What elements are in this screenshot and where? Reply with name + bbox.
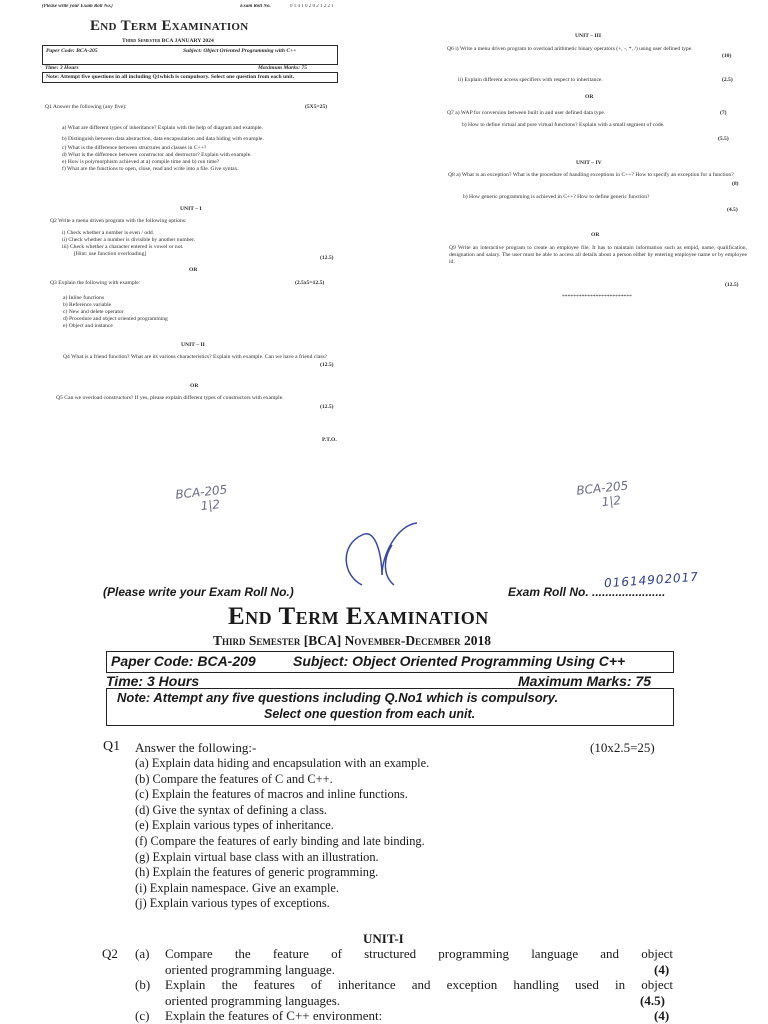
top-q8a: Q8 a) What is an exception? What is the procedure of handling exceptions in C++? How to specify an exception for a function? (448, 172, 734, 178)
q2a-line-2: oriented programming language. (165, 962, 336, 977)
top-q6a: Q6 i) Write a menu driven program to overload arithmetic binary operators (+, -, *, /) using user defined type. (447, 46, 693, 52)
unit-1-heading: UNIT-I (363, 931, 404, 946)
list-item: i) Check whether a number is even / odd. (62, 230, 155, 236)
top-unit3: UNIT – III (575, 33, 602, 39)
top-or-3: OR (585, 94, 594, 100)
exam-semester: Third Semester [BCA] November-December 2018 (213, 633, 492, 648)
roll-instruction: (Please write your Exam Roll No.) (103, 585, 294, 599)
list-item: e) Object and instance (63, 322, 113, 329)
top-q1-label: Q1 Answer the following (any five): (45, 104, 127, 110)
top-semester: Third Semester BCA JANUARY 2024 (122, 38, 214, 44)
top-note: Note: Attempt five questions in all including Q1which is compulsory. Select one question from each unit. (42, 72, 338, 83)
top-q6b-marks: (2.5) (722, 77, 733, 83)
q2c-marks: (4) (654, 1008, 670, 1023)
top-max-marks: Maximum Marks: 75 (258, 65, 308, 71)
list-item: a) What are different types of inheritance? Explain with the help of diagram and example. (62, 125, 263, 131)
exam-time: Time: 3 Hours (106, 673, 200, 689)
q2b-marks: (4.5) (640, 993, 665, 1008)
top-q4-marks: (12.5) (320, 362, 334, 368)
top-roll-hand: 0 1 4 1 0 2 0 2 1 2 2 1 (290, 4, 334, 9)
top-q7b: b) How to define virtual and pure virtual functions? Explain with a small segment of code. (462, 122, 665, 128)
list-item: iii) Check whether a character entered is vowel or not. (62, 243, 184, 250)
top-q6a-marks: (10) (722, 53, 732, 59)
top-q4: Q4 What is a friend function? What are its various characteristics? Explain with example. Can we have a friend class? (63, 354, 328, 360)
paper-info-box (106, 651, 674, 673)
q2-label: Q2 (102, 946, 118, 961)
list-item: (h) Explain the features of generic programming. (135, 865, 379, 880)
top-paper-code: Paper Code: BCA-205 (46, 48, 98, 54)
list-item: (b) Compare the features of C and C++. (135, 771, 333, 786)
q2b-line-1: Explain the features of inheritance and exception handling used in object (165, 977, 673, 992)
q1-text: Answer the following:- (135, 740, 257, 755)
q2b-line-2: oriented programming languages. (165, 993, 341, 1008)
list-item: f) What are the functions to open, close, read and write into a file. Give syntax. (62, 165, 239, 172)
top-q7b-marks: (5.5) (718, 136, 729, 142)
handwritten-text: BCA-205 (174, 482, 228, 502)
top-hand-note-left (175, 482, 230, 515)
list-item: e) How is polymorphism achieved at a) compile time and b) run time? (62, 158, 220, 165)
paper-subject: Subject: Object Oriented Programming Using C++ (293, 653, 626, 669)
top-q7a: Q7 a) WAP for conversion between built in and user defined data type. (447, 110, 606, 116)
exam-title: End Term Examination (228, 603, 489, 630)
list-item: [Hint: use function overloading] (74, 250, 147, 257)
top-q8b: b) How generic programming is achieved in C++? How to define generic function? (463, 194, 650, 200)
q1-parts-list (135, 756, 655, 912)
q2c-line-1: Explain the features of C++ environment: (165, 1008, 383, 1023)
note-box (106, 688, 674, 726)
top-title: End Term Examination (90, 18, 249, 34)
q2a-marks: (4) (654, 962, 670, 977)
note-line-2: Select one question from each unit. (264, 707, 476, 721)
top-q8a-marks: (8) (732, 181, 739, 187)
top-q1-marks: (5X5=25) (305, 104, 328, 110)
top-q3-list (63, 295, 263, 330)
top-q9: Q9 Write an interactive program to create an employee file. It has to maintain information such as empid, name, qualification, designation and salary. The user must be able to access all details about a person either by entering employee name or by employee id. (449, 245, 747, 265)
top-roll-header-right: Exam Roll No. (240, 4, 271, 9)
list-item: (e) Explain various types of inheritance. (135, 818, 334, 833)
q2a-label: (a) (135, 946, 150, 961)
handwritten-text: 1|2 (200, 497, 221, 514)
handwritten-text: 1|2 (601, 493, 622, 510)
list-item: c) What is the difference between structures and classes in C++? (62, 144, 207, 151)
top-pto: P.T.O. (322, 437, 337, 443)
roll-number-handwritten: 01614902017 (603, 569, 700, 591)
q2b-label: (b) (135, 977, 151, 992)
list-item: (d) Give the syntax of defining a class. (135, 802, 328, 817)
q1-label: Q1 (103, 739, 121, 754)
list-item: d) What is the difference between constructor and destructor? Explain with example. (62, 151, 252, 158)
top-paper-box (42, 45, 338, 65)
top-or-4: OR (591, 232, 600, 238)
list-item: d) Procedure and object oriented programming (63, 315, 168, 322)
list-item: (a) Explain data hiding and encapsulation with an example. (135, 756, 430, 770)
top-q3: Q3 Explain the following with example: (50, 280, 141, 286)
top-unit1: UNIT – I (180, 206, 202, 212)
top-q9-marks: (12.5) (725, 282, 739, 288)
top-q3-marks: (2.5x5=12.5) (295, 280, 325, 286)
top-q6b: ii) Explain different access specifiers with respect to inheritance. (458, 77, 603, 83)
list-item: (g) Explain virtual base class with an illustration. (135, 849, 379, 864)
list-item: (i) Explain namespace. Give an example. (135, 880, 340, 895)
paper-code: Paper Code: BCA-209 (111, 653, 256, 669)
top-q5: Q5 Can we overload constructors? If yes, please explain different types of constructors with example. (56, 395, 284, 401)
top-subject: Subject: Object Oriented Programming with C++ (183, 48, 297, 54)
handwritten-text: BCA-205 (575, 478, 629, 498)
list-item: (f) Compare the features of early binding and late binding. (135, 833, 425, 848)
top-q7a-marks: (7) (720, 110, 727, 116)
list-item: c) New and delete operator (63, 308, 124, 315)
top-q2-list (62, 230, 322, 258)
top-or-2: OR (190, 383, 199, 389)
top-q2: Q2 Write a menu driven program with the following options: (50, 218, 187, 224)
q2c-label: (c) (135, 1008, 150, 1023)
roll-field-label: Exam Roll No. ...................... (508, 585, 666, 599)
top-unit4: UNIT – IV (576, 160, 602, 166)
top-q1-list (62, 125, 342, 173)
list-item: (j) Explain various types of exceptions. (135, 896, 330, 911)
top-stars: ************************* (562, 294, 632, 300)
top-or-1: OR (189, 267, 198, 273)
list-item: a) Inline functions (63, 295, 105, 301)
list-item: b) Distinguish between data abstraction, data encapsulation and data hiding with example. (62, 135, 264, 142)
top-q5-marks: (12.5) (320, 404, 334, 410)
note-line-1: Note: Attempt any five questions including Q.No1 which is compulsory. (117, 690, 559, 705)
top-q8b-marks: (4.5) (727, 207, 738, 213)
top-roll-header-left: (Please write your Exam Roll No.) (42, 4, 113, 9)
q1-marks: (10x2.5=25) (590, 740, 655, 755)
top-unit2: UNIT – II (181, 342, 205, 348)
top-hand-note-right (576, 478, 631, 511)
list-item: b) Reference variable (63, 301, 112, 308)
top-time: Time: 3 Hours (45, 65, 79, 71)
list-item: ii) Check whether a number is divisible by another number. (62, 236, 195, 243)
bottom-page (0, 570, 768, 1024)
top-q2-marks: (12.5) (320, 255, 334, 261)
list-item: (c) Explain the features of macros and inline functions. (135, 787, 408, 802)
q2a-line-1: Compare the feature of structured programming language and object (165, 946, 673, 961)
max-marks: Maximum Marks: 75 (518, 673, 652, 689)
